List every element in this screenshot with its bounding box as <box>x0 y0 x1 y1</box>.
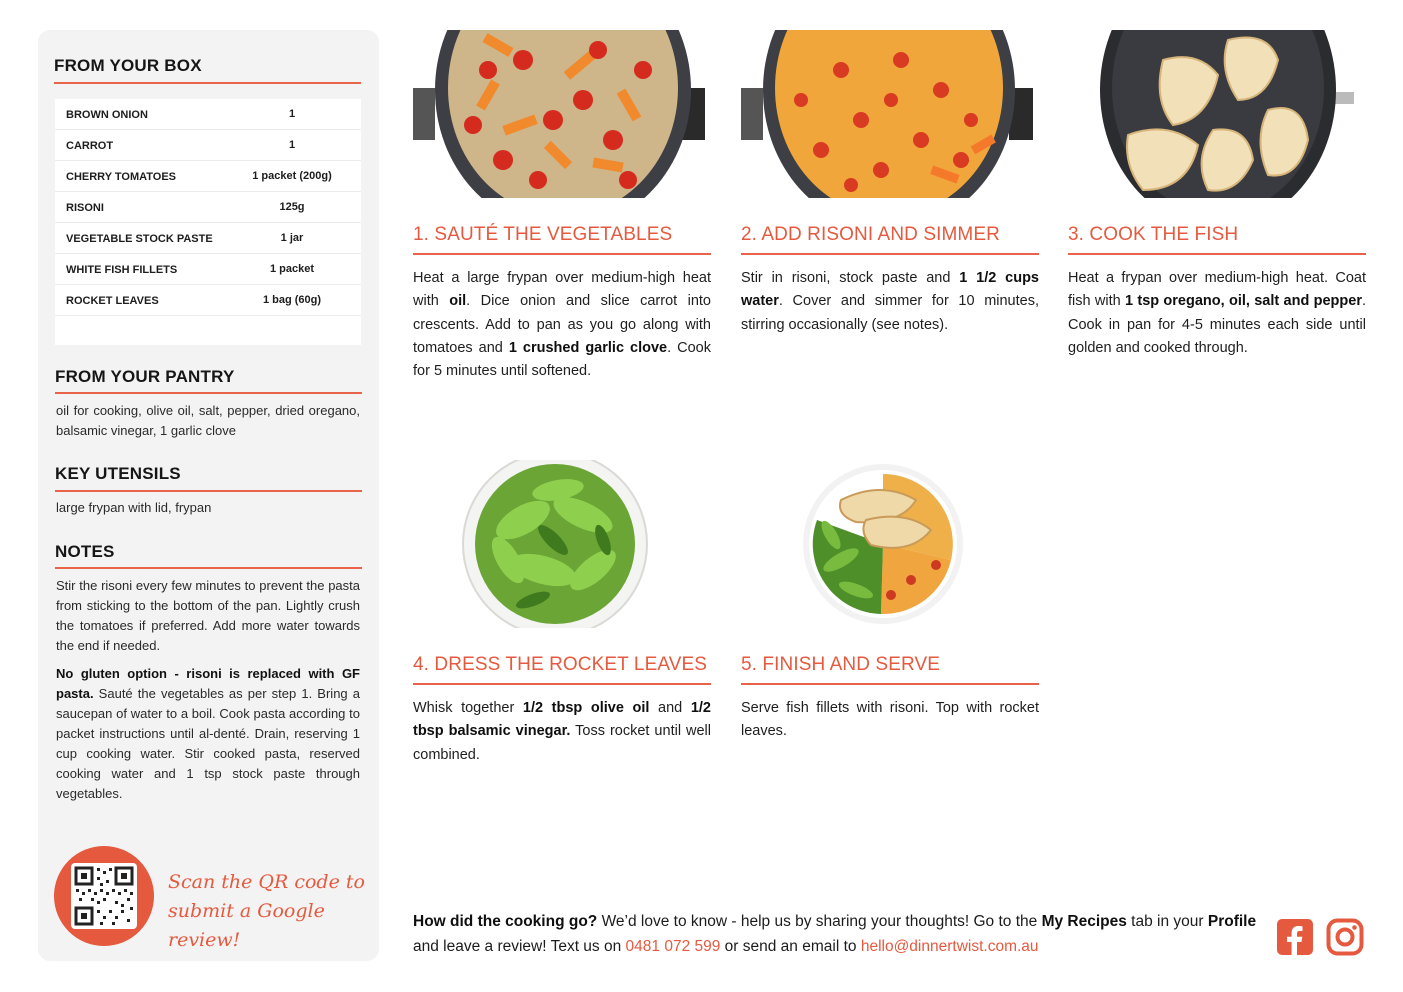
ingredient-name: CARROT <box>66 140 114 152</box>
step-2-text: Stir in risoni, stock paste and <box>741 270 960 286</box>
ingredient-qty: 1 packet <box>269 263 315 275</box>
step-3-text: . Cook in pan for 4-5 minutes each side until golden and cooked through. <box>1068 293 1366 356</box>
step-5-text: Serve fish fillets with risoni. Top with rocket leaves. <box>741 700 1039 740</box>
sidebar <box>38 30 379 961</box>
footer-text: tab in your <box>1126 913 1208 930</box>
step-5-body <box>741 697 1039 744</box>
box-title: FROM YOUR BOX <box>54 56 202 75</box>
step-4-image <box>413 460 711 628</box>
qr-caption-line-2: submit a Google review! <box>168 900 325 951</box>
step-5-title: 5. FINISH AND SERVE <box>741 654 940 675</box>
table-row <box>55 130 361 161</box>
table-row <box>55 285 361 316</box>
step-3-rule <box>1068 253 1366 255</box>
utensils-title: KEY UTENSILS <box>55 464 181 483</box>
notes-paragraph-1: Stir the risoni every few minutes to prevent the pasta from sticking to the bottom of the pan. Lightly crush the tomatoes if preferred. Add more water towards the end if needed. <box>56 578 360 653</box>
footer-text: We’d love to know - help us by sharing your thoughts! Go to the <box>597 913 1042 930</box>
step-2-image <box>741 30 1039 198</box>
notes-title: NOTES <box>55 542 115 561</box>
step-4-rule <box>413 683 711 685</box>
step-1-bold: 1 crushed garlic clove <box>508 339 668 356</box>
qr-caption-line-1: Scan the QR code to <box>168 871 365 893</box>
qr-badge[interactable] <box>54 846 154 946</box>
pantry-text: oil for cooking, olive oil, salt, pepper, dried oregano, balsamic vinegar, 1 garlic clove <box>56 403 360 438</box>
step-5-image <box>741 460 1039 628</box>
step-4-bold: 1/2 tbsp olive oil <box>522 700 650 716</box>
pantry-title: FROM YOUR PANTRY <box>55 367 235 386</box>
step-1-bold: oil <box>449 293 467 310</box>
step-1-text: . Cook for 5 minutes until softened. <box>413 339 711 380</box>
utensils-text: large frypan with lid, frypan <box>56 500 212 515</box>
step-1-body <box>413 267 711 383</box>
step-2-body <box>741 267 1039 337</box>
step-1-title: 1. SAUTÉ THE VEGETABLES <box>413 224 673 245</box>
instagram-icon[interactable] <box>1326 918 1364 956</box>
ingredient-name: WHITE FISH FILLETS <box>66 264 178 276</box>
ingredient-name: CHERRY TOMATOES <box>66 171 177 183</box>
ingredient-name: VEGETABLE STOCK PASTE <box>66 233 213 245</box>
pantry-title-rule <box>55 392 362 394</box>
email-link[interactable]: hello@dinnertwist.com.au <box>860 938 1039 955</box>
step-1-rule <box>413 253 711 255</box>
ingredient-qty: 1 bag (60g) <box>262 294 322 306</box>
ingredient-qty: 125g <box>279 201 305 213</box>
footer-text: and leave a review! Text us on <box>413 938 626 955</box>
footer-text: or send an email to <box>720 938 861 955</box>
utensils-title-rule <box>55 490 362 492</box>
ingredient-qty: 1 <box>288 139 296 151</box>
notes-gf-text: Sauté the vegetables as per step 1. Bring a saucepan of water to a boil. Cook pasta according to packet instructions until al-denté. Drain, reserving 1 cup cooking water. Stir cooked pasta, reserved cooking water and 1 tsp stock paste through vegetables. <box>56 686 360 801</box>
profile-label: Profile <box>1207 913 1257 930</box>
step-4-text: Whisk together <box>413 700 523 716</box>
ingredient-qty: 1 jar <box>280 232 304 244</box>
my-recipes-label: My Recipes <box>1041 913 1127 930</box>
ingredient-qty: 1 packet (200g) <box>252 170 332 182</box>
feedback-footer <box>413 909 1263 959</box>
facebook-icon[interactable] <box>1276 918 1314 956</box>
step-3-text: Heat a frypan over medium-high heat. Coat fish with <box>1068 270 1366 310</box>
step-4-bold: 1/2 tbsp balsamic vinegar. <box>413 700 711 740</box>
table-row <box>55 223 361 254</box>
ingredient-name: BROWN ONION <box>66 109 148 121</box>
ingredient-name: ROCKET LEAVES <box>66 295 159 307</box>
table-row <box>55 99 361 130</box>
box-title-rule <box>54 82 361 84</box>
qr-code-icon[interactable] <box>71 863 137 929</box>
step-2-title: 2. ADD RISONI AND SIMMER <box>741 224 1000 245</box>
step-3-body <box>1068 267 1366 360</box>
step-1-text: Heat a large frypan over medium-high heat with <box>413 270 711 310</box>
step-3-image <box>1068 30 1366 198</box>
step-4-text: and <box>649 700 691 716</box>
ingredient-name: RISONI <box>66 202 104 214</box>
step-1-text: . Dice onion and slice carrot into crescents. Add to pan as you go along with tomatoes and <box>413 293 711 356</box>
phone-link[interactable]: 0481 072 599 <box>625 938 721 955</box>
step-1-image <box>413 30 711 198</box>
step-2-rule <box>741 253 1039 255</box>
step-2-text: . Cover and simmer for 10 minutes, stirring occasionally (see notes). <box>741 293 1039 333</box>
notes-title-rule <box>55 567 362 569</box>
step-5-rule <box>741 683 1039 685</box>
table-row <box>55 254 361 285</box>
step-3-title: 3. COOK THE FISH <box>1068 224 1239 245</box>
table-row <box>55 161 361 192</box>
ingredient-qty: 1 <box>288 108 296 120</box>
step-4-body <box>413 697 711 767</box>
notes-gf-bold: No gluten option - risoni is replaced with GF pasta. <box>56 666 360 701</box>
notes-paragraph-2 <box>56 664 360 804</box>
ingredients-table <box>55 99 361 345</box>
step-3-bold: 1 tsp oregano, oil, salt and pepper <box>1124 293 1362 310</box>
table-row <box>55 192 361 223</box>
footer-question: How did the cooking go? <box>413 913 598 930</box>
step-4-text: Toss rocket until well combined. <box>413 723 711 763</box>
step-2-bold: 1 1/2 cups water <box>741 270 1039 310</box>
step-4-title: 4. DRESS THE ROCKET LEAVES <box>413 654 708 675</box>
